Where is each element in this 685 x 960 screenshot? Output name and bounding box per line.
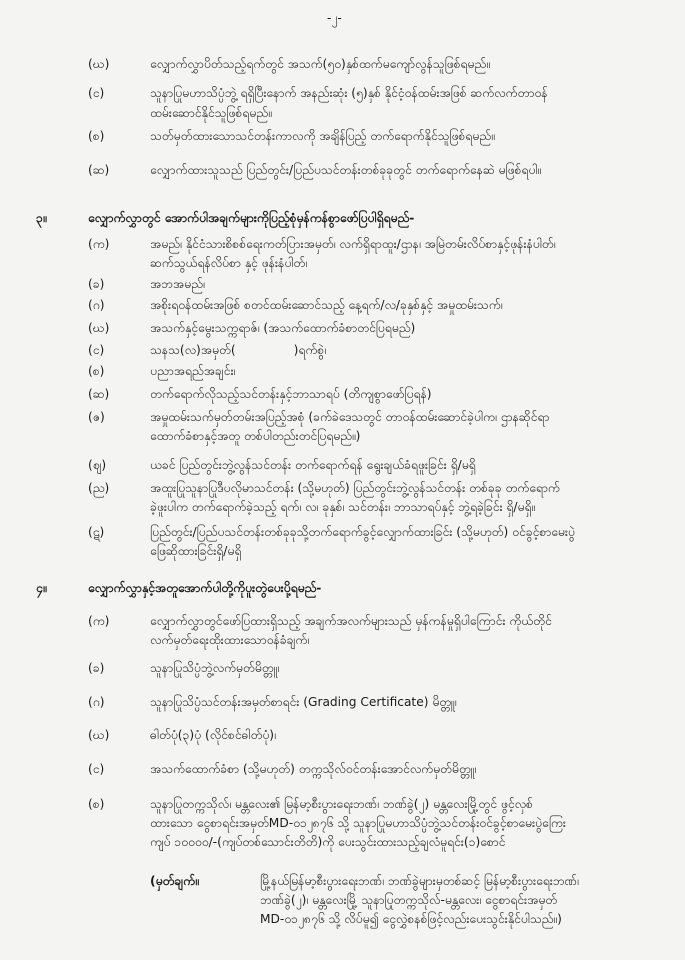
item-text: အမည်၊ နိုင်ငံသားစိစစ်ရေးကတ်ပြားအမှတ်၊ လက်ရှိရာထူး/ဌာန၊ အမြဲတမ်းလိပ်စာနှင့်ဖုန်းနံပါတ်၊ (150, 237, 556, 251)
item-text: ထောက်ခံစာနှင့်အတူ တစ်ပါတည်းတင်ပြရမည်။) (150, 429, 361, 443)
item-label: (က) (88, 614, 110, 628)
item-text: သူနာပြုသိပ္ပံဘွဲ့လက်မှတ်မိတ္တူ၊ (150, 661, 280, 675)
item-label: (ဋ) (88, 525, 105, 539)
item-label: (စ) (88, 129, 105, 143)
registration-prefix: သနသ(လ)အမှတ်( (150, 343, 236, 357)
item-text: ထားသော ငွေစာရင်းအမှတ်MD-၀၁၂၈၇၆ သို့ သူနာပြုမဟာသိပ္ပံဘွဲ့သင်တန်းဝင်ခွင့်စာမေးပွဲကြေး (150, 816, 566, 830)
item-label: (ဂ) (88, 695, 105, 709)
item-label: (င) (88, 762, 105, 776)
note-text: ဘဏ်ခွဲ(၂)၊ မန္တလေးမြို့ သူနာပြုတက္ကသိုလ်-မန္တလေး၊ ငွေစာရင်းအမှတ် (260, 893, 558, 907)
item-label: (ဂ) (88, 298, 105, 312)
item-label: (ခ) (88, 277, 105, 291)
item-label: (ဆ) (88, 163, 110, 177)
item-label: (က) (88, 237, 110, 251)
item-text (150, 342, 326, 358)
item-text: သူနာပြုမဟာသိပ္ပံဘွဲ့ ရရှိပြီးနောက် အနည်းဆုံး (၅)နှစ် နိုင်ငံ့ဝန်ထမ်းအဖြစ် ဆက်လက်တာဝန် (150, 86, 548, 100)
item-label: (ခ) (88, 661, 105, 675)
item-text: အသက်နှင့်မွေးသက္ကရာဇ်၊ (အသက်ထောက်ခံစာတင်ပြရမည်) (150, 321, 416, 335)
item-label: (စ) (88, 797, 105, 811)
item-text: လျှောက်လွှာပိတ်သည့်ရက်တွင် အသက်(၅၀)နှစ်ထက်မကျော်လွန်သူဖြစ်ရမည်။ (150, 57, 490, 71)
item-text: ဖြေဆိုထားခြင်းရှိ/မရှိ (150, 544, 242, 558)
section-number: ၃။ (36, 211, 47, 225)
item-text: ပညာအရည်အချင်း၊ (150, 364, 236, 378)
item-text: သူနာပြုသိပ္ပံသင်တန်းအမှတ်စာရင်း (Grading Certificate) မိတ္တူ၊ (150, 695, 457, 709)
note-label: (မှတ်ချက်။ (150, 874, 199, 888)
item-label: (င) (88, 86, 105, 100)
page-number: -၂- (327, 11, 342, 25)
item-text: အစိုးရဝန်ထမ်းအဖြစ် စတင်ထမ်းဆောင်သည့် နေ့ရက်/လ/ခုနှစ်နှင့် အမှုထမ်းသက်၊ (150, 298, 503, 312)
section-heading: လျှောက်လွှာတွင် အောက်ပါအချက်များကိုပြည့်စုံမှန်ကန်စွာဖော်ပြပါရှိရမည်- (88, 211, 415, 225)
item-text: အဘအမည်၊ (150, 277, 205, 291)
registration-suffix: )ရက်စွဲ၊ (293, 343, 327, 357)
item-text: အသက်ထောက်ခံစာ (သို့မဟုတ်) တက္ကသိုလ်ဝင်တန်းအောင်လက်မှတ်မိတ္တူ၊ (150, 762, 477, 776)
note-text: MD-၀၁၂၈၇၆ သို့ လိပ်မူ၍ ငွေလွှဲစနစ်ဖြင့်လည်းပေးသွင်းနိုင်ပါသည်။) (260, 912, 562, 926)
item-label: (ဈ) (88, 458, 107, 472)
item-text: လျှောက်လွှာတွင်ဖော်ပြထားရှိသည့် အချက်အလက်များသည် မှန်ကန်မှုရှိပါကြောင်း ကိုယ်တိုင် (150, 614, 552, 628)
item-text: အမှုထမ်းသက်မှတ်တမ်းအပြည့်အစုံ (ခက်ခဲဒေသတွင် တာဝန်ထမ်းဆောင်ခဲ့ပါက၊ ဌာနဆိုင်ရာ (150, 410, 550, 424)
item-text: သူနာပြုတက္ကသိုလ်၊ မန္တလေး၏ မြန်မာ့စီးပွားရေးဘဏ်၊ ဘဏ်ခွဲ(၂) မန္တလေးမြို့တွင် ဖွင့်လှစ် (150, 797, 533, 811)
item-text: တက်ရောက်လိုသည့်သင်တန်းနှင့်ဘာသာရပ် (တိကျစွာဖော်ပြရန်) (150, 387, 432, 401)
item-text: ကျပ် ၁၀၀၀၀/-(ကျပ်တစ်သောင်းတိတိ)ကို ပေးသွင်းထားသည့်ချလံမူရင်း(၁)စောင် (150, 835, 506, 849)
item-label: (င) (88, 343, 105, 357)
item-label: (ဇ) (88, 410, 105, 424)
item-text: သတ်မှတ်ထားသောသင်တန်းကာလကို အချိန်ပြည့် တက်ရောက်နိုင်သူဖြစ်ရမည်။ (150, 129, 495, 143)
item-text: ခဲ့ဖူးပါက တက်ရောက်ခဲ့သည့် ရက်၊ လ၊ ခုနှစ်၊ သင်တန်း၊ ဘာသာရပ်နှင့် ဘွဲ့ရခဲ့ခြင်း ရှိ/မရှိ။ (150, 500, 536, 514)
item-text: ပြည်တွင်း/ပြည်ပသင်တန်းတစ်ခုခုသို့တက်ရောက်ခွင့်လျှောက်ထားခြင်း (သို့မဟုတ်) ဝင်ခွင့်စာမေးပွဲ (150, 525, 575, 539)
item-label: (ဃ) (88, 57, 110, 71)
item-label: (ဆ) (88, 387, 110, 401)
note-text: မြို့နယ်မြန်မာ့စီးပွားရေးဘဏ်၊ ဘဏ်ခွဲများမှတစ်ဆင့် မြန်မာ့စီးပွားရေးဘဏ်၊ (260, 874, 579, 888)
item-text: ထမ်းဆောင်နိုင်သူဖြစ်ရမည်။ (150, 106, 272, 120)
item-label: (ဃ) (88, 728, 110, 742)
item-text: အထူးပြုသူနာပြုဒီပလိုမာသင်တန်း (သို့မဟုတ်) ပြည်တွင်းဘွဲ့လွန်သင်တန်း တစ်ခုခု တက်ရောက် (150, 481, 560, 495)
section-number: ၄။ (36, 581, 47, 595)
item-text: ယခင် ပြည်တွင်းဘွဲ့လွန်သင်တန်း တက်ရောက်ရန် ရွေးချယ်ခံရဖူးခြင်း ရှိ/မရှိ (150, 458, 476, 472)
item-text: လက်မှတ်ရေးထိုးထားသောဝန်ခံချက်၊ (150, 633, 310, 647)
item-label: (ဃ) (88, 321, 110, 335)
section-heading: လျှောက်လွှာနှင့်အတူအောက်ပါတို့ကိုပူးတွဲပေးပို့ရမည်- (88, 581, 322, 595)
item-text: ဓါတ်ပုံ(၃)ပုံ (လိုင်စင်ဓါတ်ပုံ)၊ (150, 728, 276, 742)
item-text: လျှောက်ထားသူသည် ပြည်တွင်း/ပြည်ပသင်တန်းတစ်ခုခုတွင် တက်ရောက်နေဆဲ မဖြစ်ရပါ။ (150, 163, 542, 177)
item-label: (စ) (88, 364, 105, 378)
item-label: (ည) (88, 481, 110, 495)
item-text: ဆက်သွယ်ရန်လိပ်စာ နှင့် ဖုန်းနံပါတ်၊ (150, 256, 308, 270)
